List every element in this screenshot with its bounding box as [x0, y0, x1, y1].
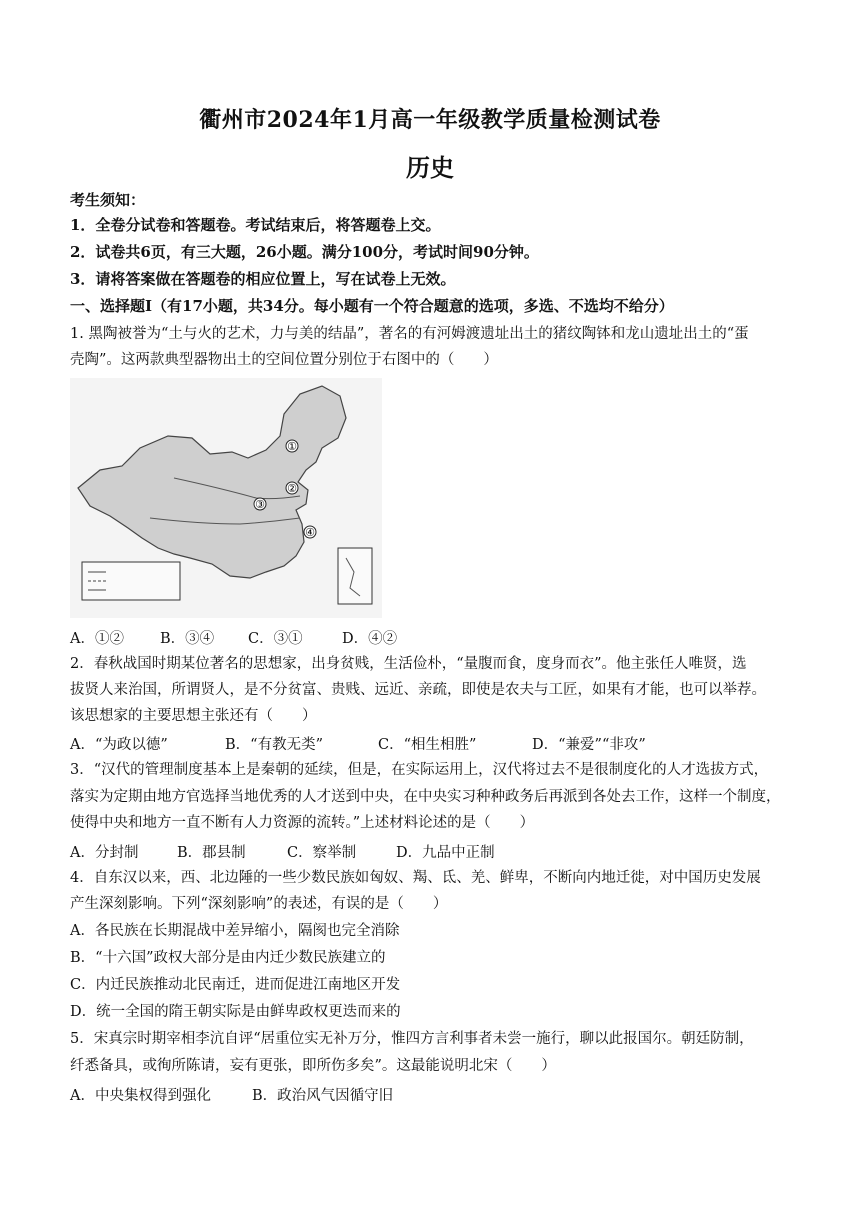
notice-item-3: 3．请将答案做在答题卷的相应位置上，写在试卷上无效。 — [70, 270, 456, 288]
q5-stem-line-1: 5．宋真宗时期宰相李沆自评“居重位实无补万分，惟四方言利事者未尝一施行，聊以此报国尔。朝廷防制， — [70, 1031, 754, 1047]
map-marker-1-label: ① — [287, 440, 297, 453]
q1-option-d[interactable]: D．④② — [342, 631, 398, 647]
notice-item-2: 2．试卷共6页，有三大题，26小题。满分100分，考试时间90分钟。 — [70, 243, 539, 261]
q2-option-a[interactable]: A．“为政以德” — [70, 737, 168, 753]
notice-item-1: 1．全卷分试卷和答题卷。考试结束后，将答题卷上交。 — [70, 216, 441, 234]
q5-options — [70, 1084, 393, 1105]
q4-stem-line-1: 4．自东汉以来，西、北边陲的一些少数民族如匈奴、羯、氐、羌、鲜卑，不断向内地迁徙，对中国历史发展 — [70, 870, 761, 886]
q4-option-c[interactable]: C．内迁民族推动北民南迁，进而促进江南地区开发 — [70, 977, 401, 993]
exam-title: 衢州市2024年1月高一年级教学质量检测试卷 — [199, 107, 661, 133]
q1-option-b[interactable]: B．③④ — [160, 631, 215, 647]
q2-option-d[interactable]: D．“兼爱”“非攻” — [532, 737, 646, 753]
q2-stem-line-3: 该思想家的主要思想主张还有（ ） — [70, 708, 317, 724]
q2-options — [70, 733, 646, 754]
map-marker-4-label: ④ — [305, 526, 315, 539]
q1-option-a[interactable]: A．①② — [70, 631, 124, 647]
q3-option-d[interactable]: D．九品中正制 — [396, 845, 495, 861]
south-sea-inset — [338, 548, 372, 604]
china-map-figure — [70, 378, 382, 618]
q1-option-c[interactable]: C．③① — [248, 631, 303, 647]
q2-option-b[interactable]: B．“有教无类” — [225, 737, 323, 753]
q3-stem-line-2: 落实为定期由地方官选择当地优秀的人才送到中央，在中央实习种种政务后再派到各处去工作，这样一个制度， — [70, 789, 781, 805]
q3-options — [70, 841, 495, 862]
q4-option-b[interactable]: B．“十六国”政权大部分是由内迁少数民族建立的 — [70, 950, 386, 966]
q4-option-a[interactable]: A．各民族在长期混战中差异缩小，隔阂也完全消除 — [70, 923, 400, 939]
map-marker-2-label: ② — [287, 482, 297, 495]
q3-option-b[interactable]: B．郡县制 — [177, 845, 246, 861]
q4-option-d[interactable]: D．统一全国的隋王朝实际是由鲜卑政权更迭而来的 — [70, 1004, 401, 1020]
q2-stem-line-1: 2．春秋战国时期某位著名的思想家，出身贫贱，生活俭朴，“量腹而食，度身而衣”。他主张任人唯贤，选 — [70, 656, 747, 672]
q5-option-b[interactable]: B．政治风气因循守旧 — [252, 1088, 394, 1104]
q5-stem-line-2: 纤悉备具，或徇所陈请，妄有更张，即所伤多矣”。这最能说明北宋（ ） — [70, 1058, 556, 1074]
q3-option-a[interactable]: A．分封制 — [70, 845, 139, 861]
q3-stem-line-1: 3．“汉代的管理制度基本上是秦朝的延续，但是，在实际运用上，汉代将过去不是很制度化的人才选拔方式， — [70, 762, 769, 778]
q4-stem-line-2: 产生深刻影响。下列“深刻影响”的表述，有误的是（ ） — [70, 896, 448, 912]
q1-stem-line-1: 1. 黑陶被誉为“土与火的艺术，力与美的结晶”，著名的有河姆渡遗址出土的猪纹陶钵和龙山遗址出土的“蛋 — [70, 326, 749, 342]
q2-stem-line-2: 拔贤人来治国，所谓贤人，是不分贫富、贵贱、远近、亲疏，即使是农夫与工匠，如果有才能，也可以举荐。 — [70, 682, 766, 698]
q5-option-a[interactable]: A．中央集权得到强化 — [70, 1088, 211, 1104]
map-marker-3-label: ③ — [255, 498, 265, 511]
map-legend-box — [82, 562, 180, 600]
q1-stem-line-2: 壳陶”。这两款典型器物出土的空间位置分别位于右图中的（ ） — [70, 352, 498, 368]
q1-options — [70, 627, 397, 648]
q3-option-c[interactable]: C．察举制 — [287, 845, 357, 861]
section-1-heading: 一、选择题Ⅰ（有17小题，共34分。每小题有一个符合题意的选项，多选、不选均不给分） — [70, 297, 674, 315]
q2-option-c[interactable]: C．“相生相胜” — [378, 737, 477, 753]
notice-heading: 考生须知： — [70, 191, 146, 209]
subject-title: 历史 — [406, 153, 454, 182]
q3-stem-line-3: 使得中央和地方一直不断有人力资源的流转。”上述材料论述的是（ ） — [70, 815, 535, 831]
